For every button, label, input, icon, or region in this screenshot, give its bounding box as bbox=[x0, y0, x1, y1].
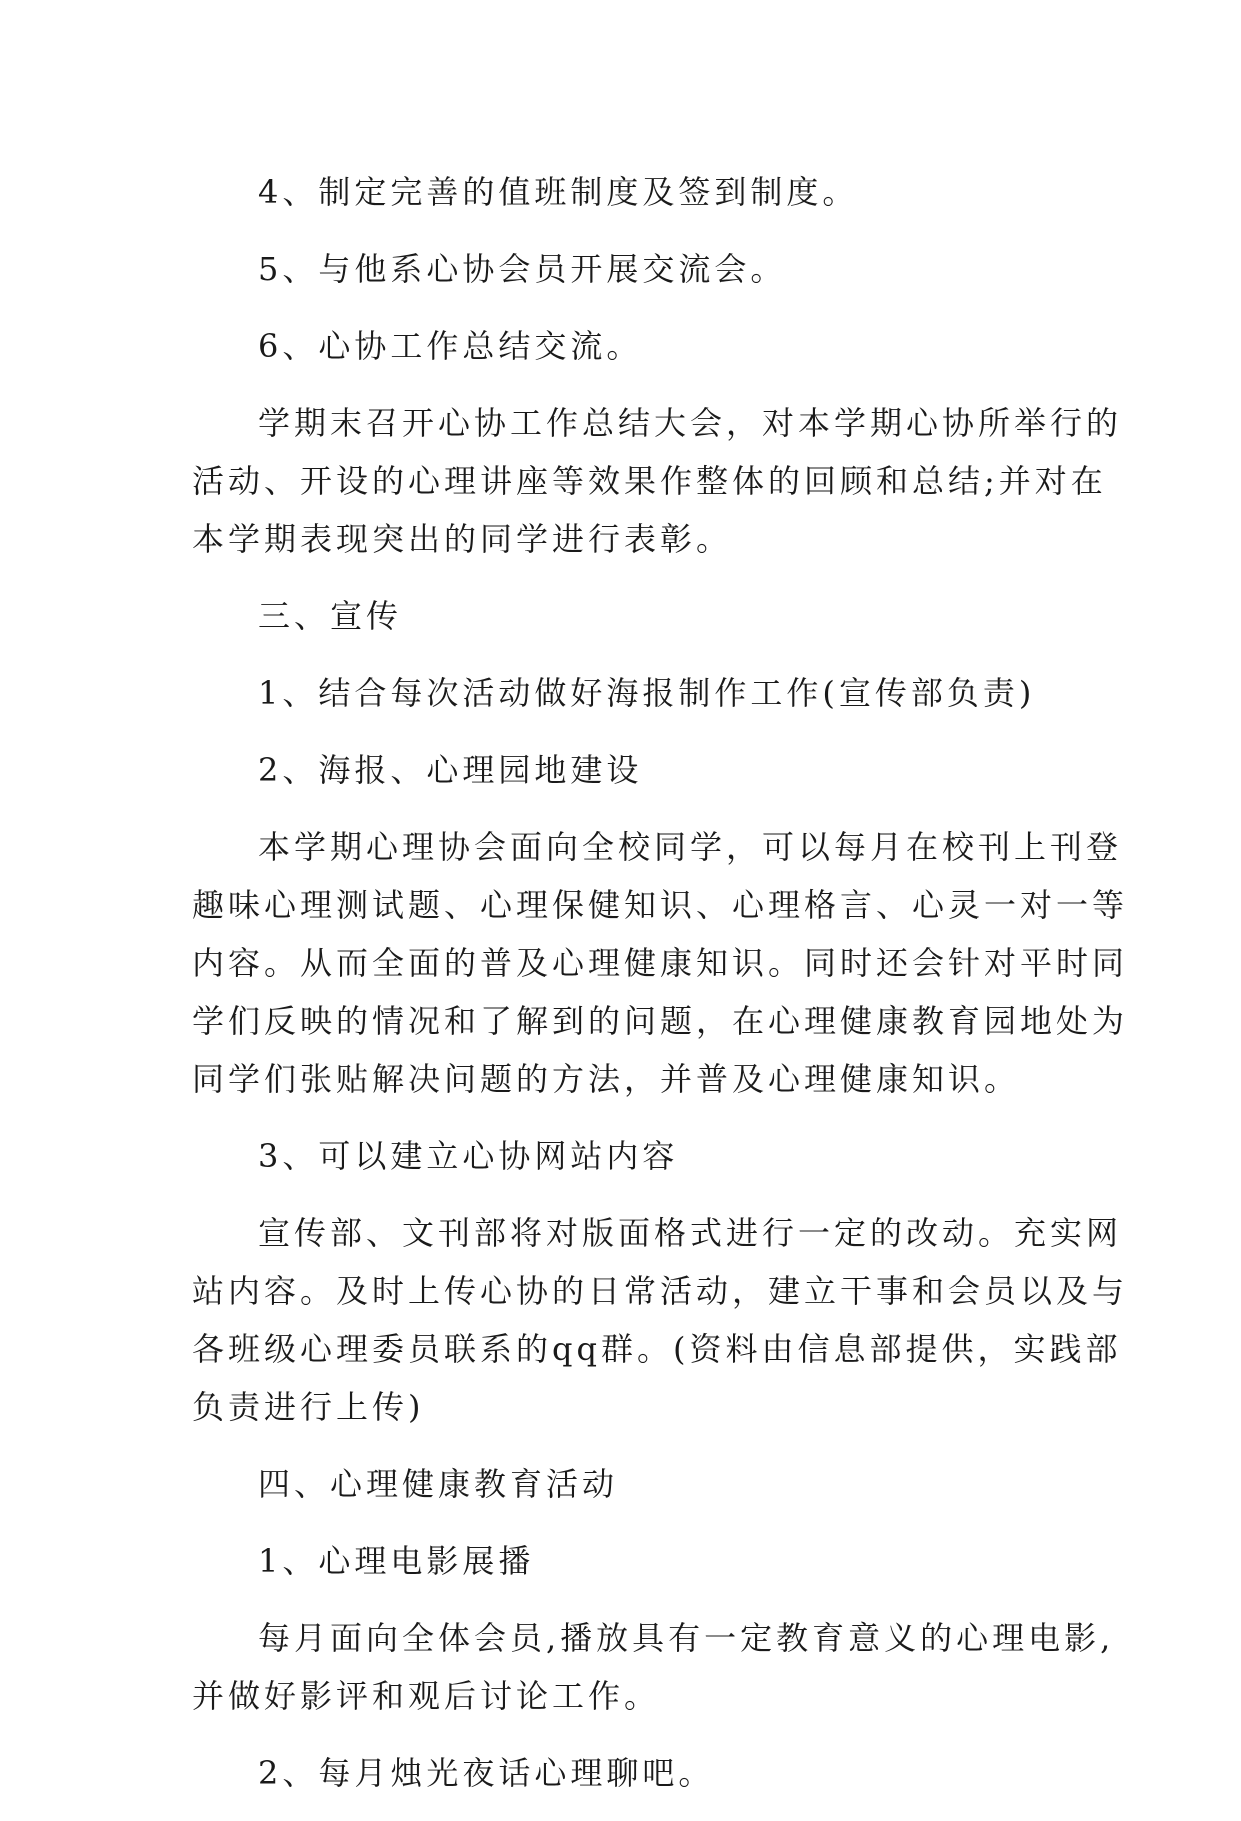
text-line: 1、结合每次活动做好海报制作工作(宣传部负责) bbox=[258, 674, 1036, 712]
section-heading: 四、心理健康教育活动 bbox=[258, 1465, 619, 1503]
text-line: 2、海报、心理园地建设 bbox=[258, 751, 643, 789]
text-line: 内容。从而全面的普及心理健康知识。同时还会针对平时同 bbox=[192, 944, 1129, 982]
document-body bbox=[192, 163, 1129, 1821]
paragraph-poster-work bbox=[192, 664, 1064, 722]
paragraph-poster-garden bbox=[192, 741, 1064, 799]
text-line: 每月面向全体会员,播放具有一定教育意义的心理电影, bbox=[258, 1619, 1115, 1657]
text-line: 学期末召开心协工作总结大会，对本学期心协所举行的 bbox=[258, 404, 1123, 442]
text-line: 各班级心理委员联系的qq群。(资料由信息部提供，实践部 bbox=[192, 1330, 1122, 1368]
paragraph-movie-screening bbox=[192, 1532, 1064, 1590]
text-line: 3、可以建立心协网站内容 bbox=[258, 1137, 679, 1175]
text-line: 并做好影评和观后讨论工作。 bbox=[192, 1677, 661, 1715]
text-line: 本学期表现突出的同学进行表彰。 bbox=[192, 520, 733, 558]
text-line: 本学期心理协会面向全校同学，可以每月在校刊上刊登 bbox=[258, 828, 1123, 866]
text-line: 活动、开设的心理讲座等效果作整体的回顾和总结;并对在 bbox=[192, 462, 1107, 500]
text-line: 趣味心理测试题、心理保健知识、心理格言、心灵一对一等 bbox=[192, 886, 1129, 924]
text-line: 1、心理电影展播 bbox=[258, 1542, 535, 1580]
text-line: 负责进行上传) bbox=[192, 1388, 425, 1426]
text-line: 5、与他系心协会员开展交流会。 bbox=[258, 250, 787, 288]
paragraph-movie-details bbox=[192, 1609, 1115, 1725]
paragraph-website-content bbox=[192, 1204, 1129, 1436]
heading-publicity bbox=[192, 587, 1064, 645]
paragraph-website bbox=[192, 1127, 1064, 1185]
text-line: 2、每月烛光夜话心理聊吧。 bbox=[258, 1754, 715, 1792]
section-heading: 三、宣传 bbox=[258, 597, 403, 635]
paragraph-exchange-meeting bbox=[192, 240, 1064, 298]
paragraph-school-journal bbox=[192, 818, 1129, 1108]
text-line: 学们反映的情况和了解到的问题，在心理健康教育园地处为 bbox=[192, 1002, 1129, 1040]
paragraph-candlelight-chat bbox=[192, 1744, 1064, 1802]
text-line: 6、心协工作总结交流。 bbox=[258, 327, 643, 365]
text-line: 同学们张贴解决问题的方法，并普及心理健康知识。 bbox=[192, 1060, 1021, 1098]
paragraph-work-summary bbox=[192, 317, 1064, 375]
text-line: 站内容。及时上传心协的日常活动，建立干事和会员以及与 bbox=[192, 1272, 1129, 1310]
text-line: 4、制定完善的值班制度及签到制度。 bbox=[258, 173, 859, 211]
paragraph-duty-system bbox=[192, 163, 1064, 221]
heading-education-activities bbox=[192, 1455, 1064, 1513]
paragraph-summary-meeting bbox=[192, 394, 1123, 568]
text-line: 宣传部、文刊部将对版面格式进行一定的改动。充实网 bbox=[258, 1214, 1123, 1252]
